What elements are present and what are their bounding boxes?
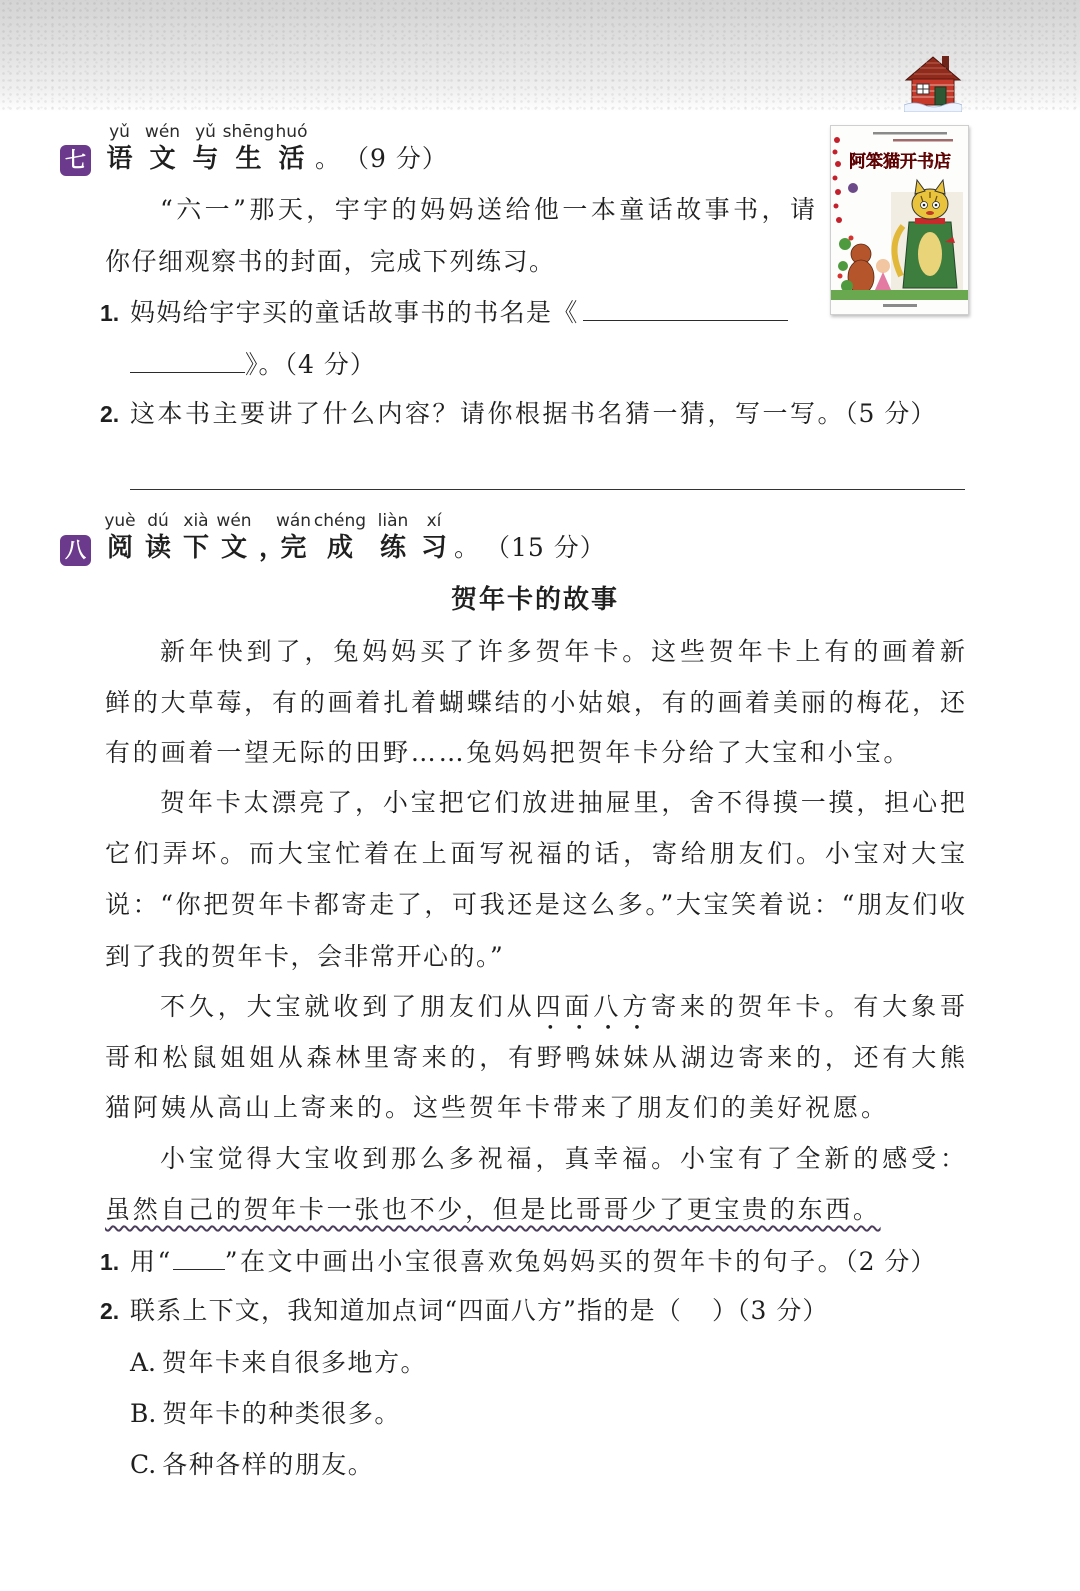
pinyin: yuè	[104, 511, 136, 531]
story-line	[105, 991, 965, 1036]
question-text: 妈妈给宇宇买的童话故事书的书名是《	[130, 298, 579, 327]
heading-char-column	[177, 510, 215, 564]
question-score: （2 分）	[845, 1247, 937, 1276]
heading-char-column	[368, 510, 418, 564]
question-text: ”在文中画出小宝很喜欢兔妈妈买的贺年卡的句子。	[224, 1247, 846, 1276]
question-score: （3 分）	[736, 1296, 829, 1325]
heading-char-column	[222, 121, 275, 175]
answer-line	[130, 489, 965, 490]
question-text: 用“	[130, 1247, 173, 1276]
pinyin: wén	[216, 511, 252, 531]
heading-char: 习	[420, 533, 447, 563]
heading-char-column	[418, 510, 450, 564]
answer-blank	[583, 298, 788, 321]
question-1	[100, 1246, 936, 1278]
question-2	[100, 398, 936, 430]
intro-line: “六一”那天，宇宇的妈妈送给他一本童话故事书，请	[160, 195, 815, 224]
heading-char-column	[101, 510, 139, 564]
option-b	[130, 1398, 401, 1430]
heading-period: 。	[454, 533, 480, 562]
heading-char: 阅	[106, 533, 133, 563]
heading-char-column	[98, 121, 141, 175]
heading-char-column	[253, 510, 286, 564]
story-line: 猫阿姨从高山上寄来的。这些贺年卡带来了朋友们的美好祝愿。	[105, 1093, 890, 1122]
answer-bracket-space	[682, 1309, 712, 1319]
heading-char: 生	[235, 144, 262, 174]
section-score: （9 分）	[344, 144, 448, 173]
intro-line: 你仔细观察书的封面，完成下列练习。	[105, 247, 556, 276]
pinyin: shēng	[222, 122, 275, 142]
pinyin: liàn	[377, 511, 409, 531]
heading-char: 完	[280, 533, 307, 563]
heading-char: 练	[379, 533, 406, 563]
answer-blank	[130, 350, 245, 373]
section-7-badge: 七	[60, 145, 91, 176]
story-title: 贺年卡的故事	[450, 585, 619, 615]
heading-char: 下	[182, 533, 209, 563]
section-7-heading	[98, 121, 448, 175]
option-label: B.	[130, 1399, 157, 1428]
question-score: （5 分）	[845, 399, 937, 428]
wavy-underlined-sentence: 虽然自己的贺年卡一张也不少，但是比哥哥少了更宝贵的东西。	[105, 1195, 881, 1224]
pinyin: xià	[183, 511, 209, 531]
pinyin: xí	[426, 511, 442, 531]
section-8-badge: 八	[60, 535, 91, 566]
heading-char: 成	[326, 533, 353, 563]
question-number: 1.	[100, 300, 120, 326]
heading-char-column	[184, 121, 227, 175]
story-text: 寄来的贺年卡。有大象哥	[651, 992, 965, 1021]
option-a	[130, 1347, 427, 1379]
heading-char-column	[139, 510, 177, 564]
heading-period: 。	[315, 144, 341, 173]
heading-char: 活	[278, 144, 305, 174]
section-score: （15 分）	[485, 533, 606, 562]
option-text: 各种各样的朋友。	[162, 1450, 375, 1479]
question-2	[100, 1295, 828, 1327]
house-icon	[904, 50, 962, 112]
option-text: 贺年卡的种类很多。	[162, 1399, 401, 1428]
story-line: 到了我的贺年卡，会非常开心的。”	[105, 942, 505, 971]
pinyin: yǔ	[109, 122, 130, 142]
heading-char: 文	[149, 144, 176, 174]
story-line: 有的画着一望无际的田野……兔妈妈把贺年卡分给了大宝和小宝。	[105, 738, 912, 767]
option-label: C.	[130, 1450, 157, 1479]
heading-char-column	[270, 121, 313, 175]
question-text: ）	[711, 1296, 737, 1325]
heading-char-column	[312, 510, 368, 564]
question-text: 这本书主要讲了什么内容？请你根据书名猜一猜，写一写。	[130, 399, 846, 428]
pinyin: wén	[144, 122, 181, 142]
heading-char-column	[141, 121, 184, 175]
heading-char: 与	[192, 144, 219, 174]
option-text: 贺年卡来自很多地方。	[162, 1348, 428, 1377]
option-c	[130, 1449, 374, 1481]
heading-comma: ，	[259, 533, 286, 563]
question-1-continued	[130, 349, 376, 381]
underline-sample-blank	[173, 1247, 225, 1270]
story-line: 新年快到了，兔妈妈买了许多贺年卡。这些贺年卡上有的画着新	[160, 637, 965, 666]
book-cover-image	[830, 125, 969, 315]
story-text: 不久，大宝就收到了朋友们从	[160, 992, 536, 1021]
emphasized-word: 四面八方	[535, 992, 652, 1021]
pinyin: huó	[275, 122, 308, 142]
pinyin: yǔ	[195, 122, 216, 142]
story-line: 鲜的大草莓，有的画着扎着蝴蝶结的小姑娘，有的画着美丽的梅花，还	[105, 688, 965, 717]
story-line	[105, 1194, 965, 1226]
question-1	[100, 297, 788, 329]
question-number: 2.	[100, 401, 120, 427]
heading-char: 语	[106, 144, 133, 174]
question-number: 2.	[100, 1298, 120, 1324]
pinyin: wán	[275, 511, 312, 531]
question-text: 》。	[245, 350, 285, 379]
story-line: 说：“你把贺年卡都寄走了，可我还是这么多。”大宝笑着说：“朋友们收	[105, 890, 965, 919]
story-line: 哥和松鼠姐姐从森林里寄来的，有野鸭妹妹从湖边寄来的，还有大熊	[105, 1043, 965, 1072]
heading-char-column	[275, 510, 312, 564]
heading-char: 读	[144, 533, 171, 563]
question-score: （4 分）	[284, 350, 376, 379]
story-line: 贺年卡太漂亮了，小宝把它们放进抽屉里，舍不得摸一摸，担心把	[160, 788, 965, 817]
story-line: 它们弄坏。而大宝忙着在上面写祝福的话，寄给朋友们。小宝对大宝	[105, 839, 965, 868]
heading-char: 文	[220, 533, 247, 563]
option-label: A.	[130, 1348, 157, 1377]
book-title: 阿笨猫开书店	[849, 152, 951, 172]
question-number: 1.	[100, 1249, 120, 1275]
section-8-heading	[101, 510, 606, 564]
question-text: 联系上下文，我知道加点词“四面八方”指的是（	[130, 1296, 682, 1325]
story-line: 小宝觉得大宝收到那么多祝福，真幸福。小宝有了全新的感受：	[160, 1144, 965, 1173]
pinyin: chéng	[313, 511, 367, 531]
heading-char-column	[215, 510, 253, 564]
pinyin: dú	[147, 511, 169, 531]
